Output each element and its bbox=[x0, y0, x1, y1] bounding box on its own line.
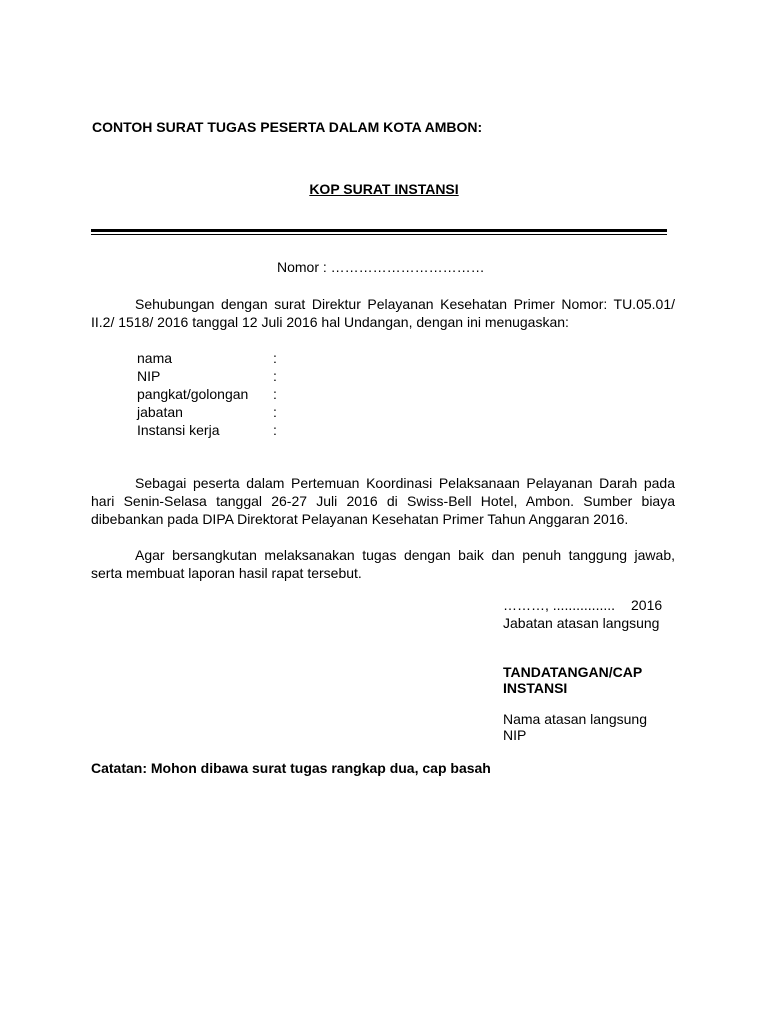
field-label: nama bbox=[137, 350, 173, 366]
signature-name: Nama atasan langsung bbox=[503, 711, 647, 727]
field-label: Instansi kerja bbox=[137, 422, 220, 438]
signature-date bbox=[503, 597, 662, 613]
letter-number: Nomor : …………………………… bbox=[277, 259, 485, 275]
field-row-pangkat bbox=[137, 385, 297, 403]
event-paragraph-text: Sebagai peserta dalam Pertemuan Koordinasi Pelaksanaan Pelayanan Darah pada hari Senin-Selasa tanggal 26-27 Juli 2016 di Swiss-Bell Hotel, Ambon. Sumber biaya dibebankan pada DIPA Direktorat Pelayanan Kesehatan Primer Tahun Anggaran 2016. bbox=[91, 475, 675, 527]
signature-position: Jabatan atasan langsung bbox=[503, 615, 660, 631]
letterhead-placeholder: KOP SURAT INSTANSI bbox=[309, 181, 459, 197]
field-separator: : bbox=[273, 368, 277, 384]
opening-paragraph-text: Sehubungan dengan surat Direktur Pelayanan Kesehatan Primer Nomor: TU.05.01/ II.2/ 1518/ 2016 tanggal 12 Juli 2016 hal Undangan, dengan ini menugaskan: bbox=[91, 296, 675, 330]
field-separator: : bbox=[273, 404, 277, 420]
document-heading: CONTOH SURAT TUGAS PESERTA DALAM KOTA AMBON: bbox=[92, 119, 483, 135]
signature-year: 2016 bbox=[631, 597, 663, 613]
closing-paragraph bbox=[91, 546, 675, 582]
event-paragraph bbox=[91, 474, 675, 528]
opening-paragraph bbox=[91, 295, 675, 331]
field-separator: : bbox=[273, 386, 277, 402]
letterhead-rule-thin bbox=[91, 234, 667, 235]
field-label: NIP bbox=[137, 368, 161, 384]
field-row-nip bbox=[137, 367, 297, 385]
closing-paragraph-text: Agar bersangkutan melaksanakan tugas dengan baik dan penuh tanggung jawab, serta membuat laporan hasil rapat tersebut. bbox=[91, 547, 675, 581]
field-row-instansi bbox=[137, 421, 297, 439]
assignee-fields bbox=[137, 349, 297, 439]
field-label: pangkat/golongan bbox=[137, 386, 249, 402]
footer-note: Catatan: Mohon dibawa surat tugas rangkap dua, cap basah bbox=[91, 760, 491, 776]
field-row-nama bbox=[137, 349, 297, 367]
field-label: jabatan bbox=[137, 404, 183, 420]
field-row-jabatan bbox=[137, 403, 297, 421]
field-separator: : bbox=[273, 350, 277, 366]
signature-nip: NIP bbox=[503, 727, 527, 743]
field-separator: : bbox=[273, 422, 277, 438]
letterhead-rule-thick bbox=[91, 229, 667, 232]
signature-stamp-placeholder: TANDATANGAN/CAP INSTANSI bbox=[503, 664, 642, 696]
signature-date-place: ………, ................ bbox=[503, 597, 616, 613]
